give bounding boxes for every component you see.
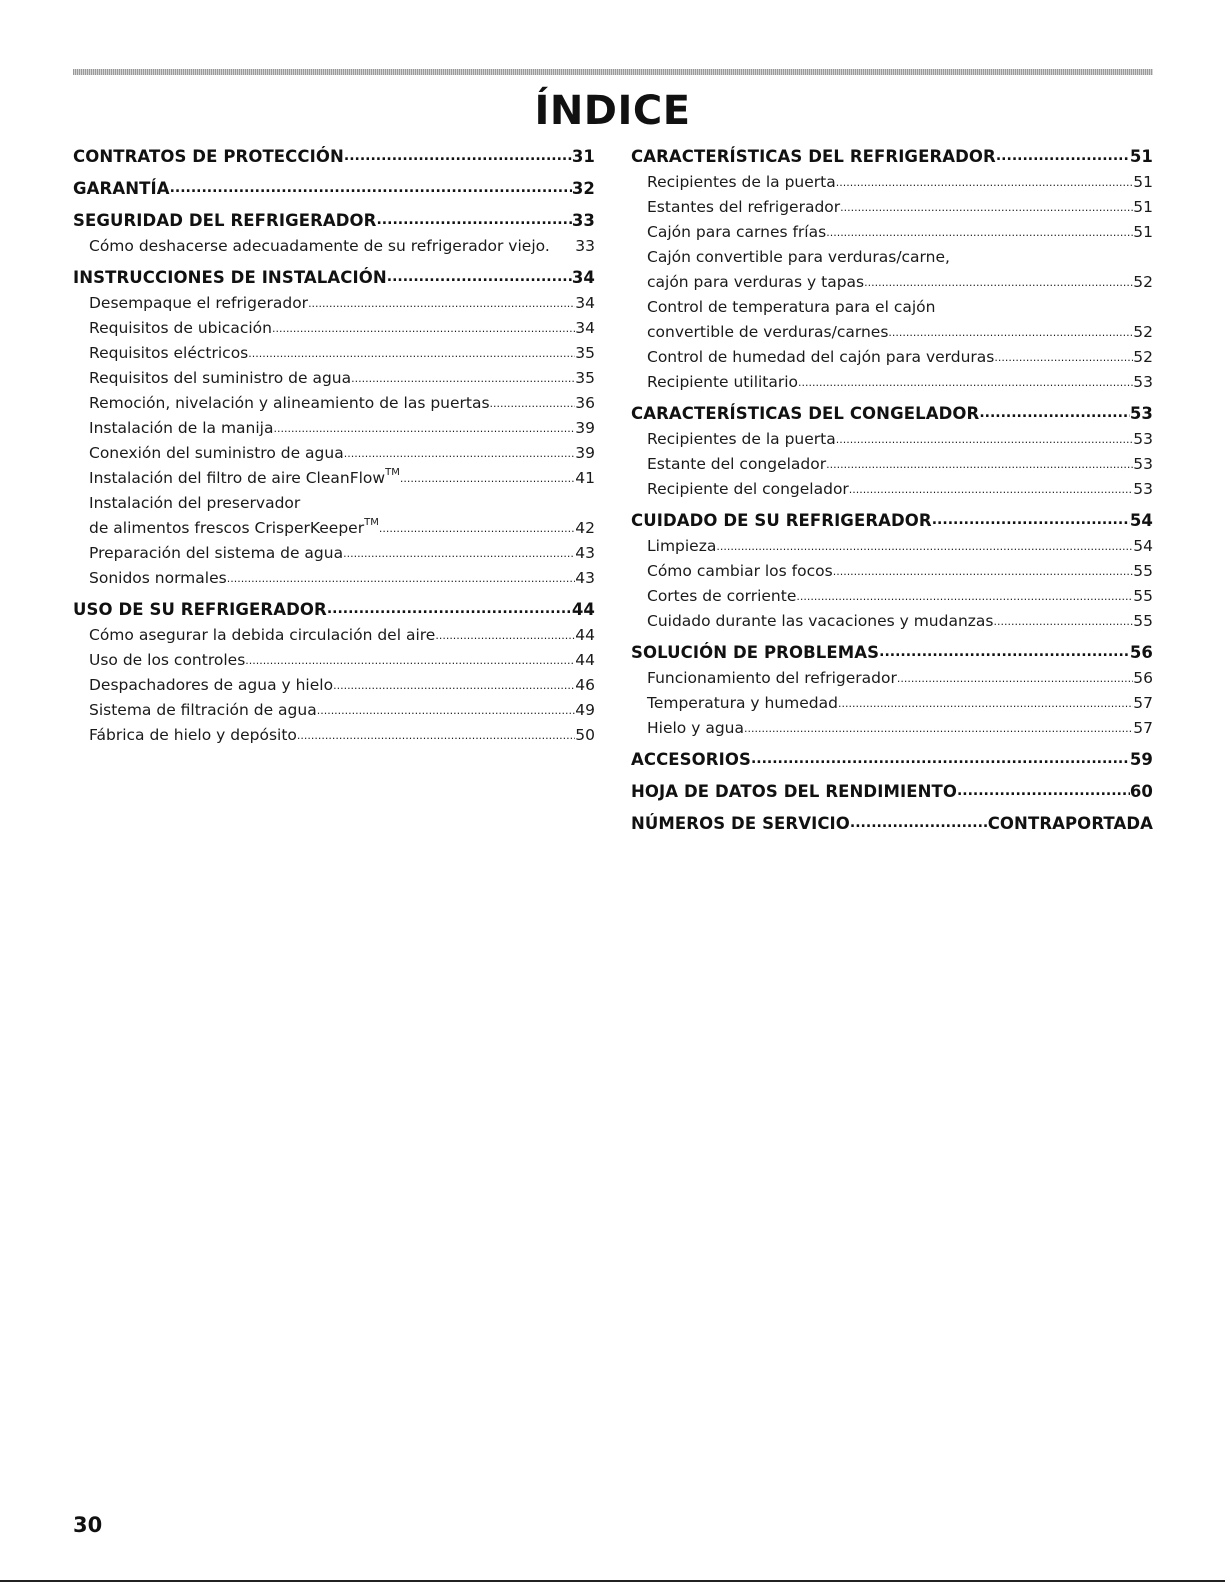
toc-page: 53 [1129,404,1153,423]
toc-label: Estantes del refrigerador [647,198,841,216]
leader-dots [245,648,575,673]
toc-entry[interactable] [73,416,595,441]
toc-label: GARANTÍA [73,179,170,198]
leader-dots [751,746,1130,773]
toc-section[interactable] [73,596,595,623]
leader-dots [888,320,1133,345]
leader-dots [744,716,1133,741]
toc-label: Cajón convertible para verduras/carne, [647,248,950,266]
toc-label: Cortes de corriente [647,587,797,605]
toc-page: 52 [1133,273,1153,291]
toc-label: Control de humedad del cajón para verduras [647,348,995,366]
toc-page: 36 [575,394,595,412]
leader-dots [879,639,1130,666]
toc-label: Recipiente utilitario [647,373,799,391]
toc-label: CONTRATOS DE PROTECCIÓN [73,147,344,166]
leader-dots [826,452,1133,477]
toc-label: Cómo asegurar la debida circulación del aire [89,626,436,644]
toc-label: Instalación de la manija [89,419,274,437]
toc-page: 39 [575,444,595,462]
leader-dots [836,170,1134,195]
toc-page: 55 [1133,612,1153,630]
toc-entry[interactable] [631,427,1153,452]
toc-page: 44 [575,651,595,669]
toc-section[interactable] [631,810,1153,837]
toc-label: Cómo deshacerse adecuadamente de su refrigerador viejo. [89,237,550,255]
bottom-rule [0,1580,1225,1582]
toc-page: 42 [575,519,595,537]
leader-dots [387,264,572,291]
toc-section[interactable] [631,746,1153,773]
leader-dots [170,175,572,202]
toc-entry[interactable] [73,623,595,648]
leader-dots [490,391,576,416]
toc-entry[interactable] [631,220,1153,245]
toc-label: Conexión del suministro de agua [89,444,344,462]
toc-entry-line[interactable] [631,245,1153,270]
toc-section[interactable] [631,639,1153,666]
toc-entry[interactable] [73,316,595,341]
toc-label: Cajón para carnes frías [647,223,827,241]
toc-entry[interactable] [631,452,1153,477]
toc-page: 49 [575,701,595,719]
toc-entry[interactable] [73,366,595,391]
toc-page: 60 [1129,782,1153,801]
toc-entry[interactable] [73,441,595,466]
toc-label: Sonidos normales [89,569,227,587]
toc-entry[interactable] [631,345,1153,370]
leader-dots [344,143,572,170]
leader-dots [351,366,575,391]
toc-entry[interactable] [73,698,595,723]
toc-page: 32 [571,179,595,198]
leader-dots [897,666,1133,691]
leader-dots [864,270,1133,295]
toc-entry[interactable] [631,477,1153,502]
page-title: ÍNDICE [534,88,691,134]
toc-page: 51 [1129,147,1153,166]
toc-label: Cuidado durante las vacaciones y mudanzas [647,612,994,630]
toc-label: Preparación del sistema de agua [89,544,344,562]
toc-label: Requisitos eléctricos [89,344,249,362]
leader-dots [798,370,1133,395]
leader-dots [849,477,1133,502]
toc-label: CARACTERÍSTICAS DEL REFRIGERADOR [631,147,996,166]
toc-entry[interactable] [631,320,1153,345]
toc-page: 44 [571,600,595,619]
toc-entry[interactable] [631,534,1153,559]
toc-page: 43 [575,544,595,562]
toc-section[interactable] [73,264,595,291]
toc-entry[interactable] [631,170,1153,195]
leader-dots [400,466,575,491]
leader-dots [297,723,575,748]
toc-label: Sistema de filtración de agua [89,701,317,719]
trademark-mark: TM [385,466,400,478]
toc-label: ACCESORIOS [631,750,751,769]
toc-label: SOLUCIÓN DE PROBLEMAS [631,643,880,662]
toc-entry[interactable] [631,195,1153,220]
leader-dots [343,541,575,566]
leader-dots [979,400,1130,427]
toc-label: de alimentos frescos CrisperKeeper [89,519,365,537]
toc-page: 55 [1133,562,1153,580]
toc-section[interactable] [631,507,1153,534]
toc-entry[interactable] [73,673,595,698]
toc-label: Uso de los controles [89,651,246,669]
toc-page: 43 [575,569,595,587]
toc-entry[interactable] [631,559,1153,584]
toc-label: Recipientes de la puerta [647,430,836,448]
toc-entry[interactable] [631,584,1153,609]
toc-entry[interactable] [73,648,595,673]
leader-dots [248,341,575,366]
toc-section[interactable] [631,400,1153,427]
toc-entry-line[interactable] [73,491,595,516]
toc-label: Instalación del preservador [89,494,301,512]
toc-page: 34 [571,268,595,287]
toc-page: 57 [1133,719,1153,737]
toc-label: Temperatura y humedad [647,694,838,712]
leader-dots [333,673,575,698]
toc-label: Recipientes de la puerta [647,173,836,191]
leader-dots [379,516,575,541]
leader-dots [994,609,1134,634]
toc-page: 31 [571,147,595,166]
toc-page: 33 [575,237,595,255]
toc-label: convertible de verduras/carnes [647,323,889,341]
toc-label: Instalación del filtro de aire CleanFlow [89,469,386,487]
toc-entry[interactable] [631,609,1153,634]
toc-page: 50 [575,726,595,744]
trademark-mark: TM [364,516,379,528]
toc-label: Limpieza [647,537,717,555]
leader-dots [327,596,572,623]
toc-page: 54 [1129,511,1153,530]
toc-entry[interactable] [631,666,1153,691]
toc-entry[interactable] [73,391,595,416]
toc-page: 53 [1133,480,1153,498]
leader-dots [840,195,1133,220]
leader-dots [833,559,1134,584]
toc-label: Remoción, nivelación y alineamiento de las puertas [89,394,490,412]
toc-section[interactable] [73,207,595,234]
toc-entry[interactable] [631,270,1153,295]
leader-dots [435,623,575,648]
header-rule [73,69,1153,75]
toc-entry-line[interactable] [631,295,1153,320]
toc-label: Despachadores de agua y hielo [89,676,334,694]
toc-label: Funcionamiento del refrigerador [647,669,897,687]
toc-entry[interactable] [73,566,595,591]
toc-label: NÚMEROS DE SERVICIO [631,814,850,833]
toc-label: Fábrica de hielo y depósito [89,726,297,744]
leader-dots [838,691,1133,716]
toc-page: 52 [1133,323,1153,341]
toc-page: 33 [571,211,595,230]
toc-label: CUIDADO DE SU REFRIGERADOR [631,511,932,530]
toc-page: 41 [575,469,595,487]
toc-entry[interactable] [73,541,595,566]
leader-dots [317,698,576,723]
leader-dots [716,534,1133,559]
toc-right-column [631,143,1153,837]
toc-label: SEGURIDAD DEL REFRIGERADOR [73,211,377,230]
toc-page: 55 [1133,587,1153,605]
toc-page: 57 [1133,694,1153,712]
toc-label: HOJA DE DATOS DEL RENDIMIENTO [631,782,957,801]
toc-entry[interactable] [73,723,595,748]
toc-page: 39 [575,419,595,437]
toc-label: Control de temperatura para el cajón [647,298,936,316]
toc-label: Requisitos del suministro de agua [89,369,352,387]
toc-entry[interactable] [631,716,1153,741]
toc-section[interactable] [631,778,1153,805]
toc-page: 53 [1133,430,1153,448]
leader-dots [836,427,1134,452]
toc-section[interactable] [73,143,595,170]
toc-page: 51 [1133,223,1153,241]
toc-page: 34 [575,294,595,312]
toc-page: 34 [575,319,595,337]
toc-page: 53 [1133,455,1153,473]
toc-entry[interactable] [73,466,595,491]
toc-entry[interactable] [631,370,1153,395]
toc-entry[interactable] [73,234,595,259]
toc-page: 46 [575,676,595,694]
toc-label: Desempaque el refrigerador [89,294,309,312]
leader-dots [376,207,571,234]
toc-entry[interactable] [631,691,1153,716]
toc-label: Cómo cambiar los focos [647,562,833,580]
toc-page: 35 [575,369,595,387]
toc-entry[interactable] [73,516,595,541]
leader-dots [826,220,1133,245]
leader-dots [272,316,575,341]
toc-page: 52 [1133,348,1153,366]
toc-page: CONTRAPORTADA [987,814,1153,833]
leader-dots [227,566,576,591]
leader-dots [850,810,988,837]
toc-label: CARACTERÍSTICAS DEL CONGELADOR [631,404,980,423]
toc-entry[interactable] [73,291,595,316]
toc-section[interactable] [73,175,595,202]
toc-page: 53 [1133,373,1153,391]
toc-section[interactable] [631,143,1153,170]
toc-page: 44 [575,626,595,644]
leader-dots [957,778,1130,805]
toc-page: 56 [1129,643,1153,662]
toc-label: Estante del congelador [647,455,827,473]
leader-dots [273,416,575,441]
toc-label: Hielo y agua [647,719,744,737]
toc-page: 51 [1133,173,1153,191]
toc-page: 59 [1129,750,1153,769]
toc-label: USO DE SU REFRIGERADOR [73,600,327,619]
leader-dots [796,584,1133,609]
toc-label: INSTRUCCIONES DE INSTALACIÓN [73,268,387,287]
toc-label: Recipiente del congelador [647,480,849,498]
toc-label: cajón para verduras y tapas [647,273,865,291]
toc-left-column [73,143,595,748]
leader-dots [344,441,576,466]
toc-page: 54 [1133,537,1153,555]
leader-dots [308,291,575,316]
toc-page: 51 [1133,198,1153,216]
toc-page: 35 [575,344,595,362]
toc-page: 56 [1133,669,1153,687]
leader-dots [994,345,1133,370]
toc-label: Requisitos de ubicación [89,319,272,337]
toc-entry[interactable] [73,341,595,366]
page-number: 30 [73,1513,103,1537]
leader-dots [996,143,1130,170]
leader-dots [932,507,1130,534]
